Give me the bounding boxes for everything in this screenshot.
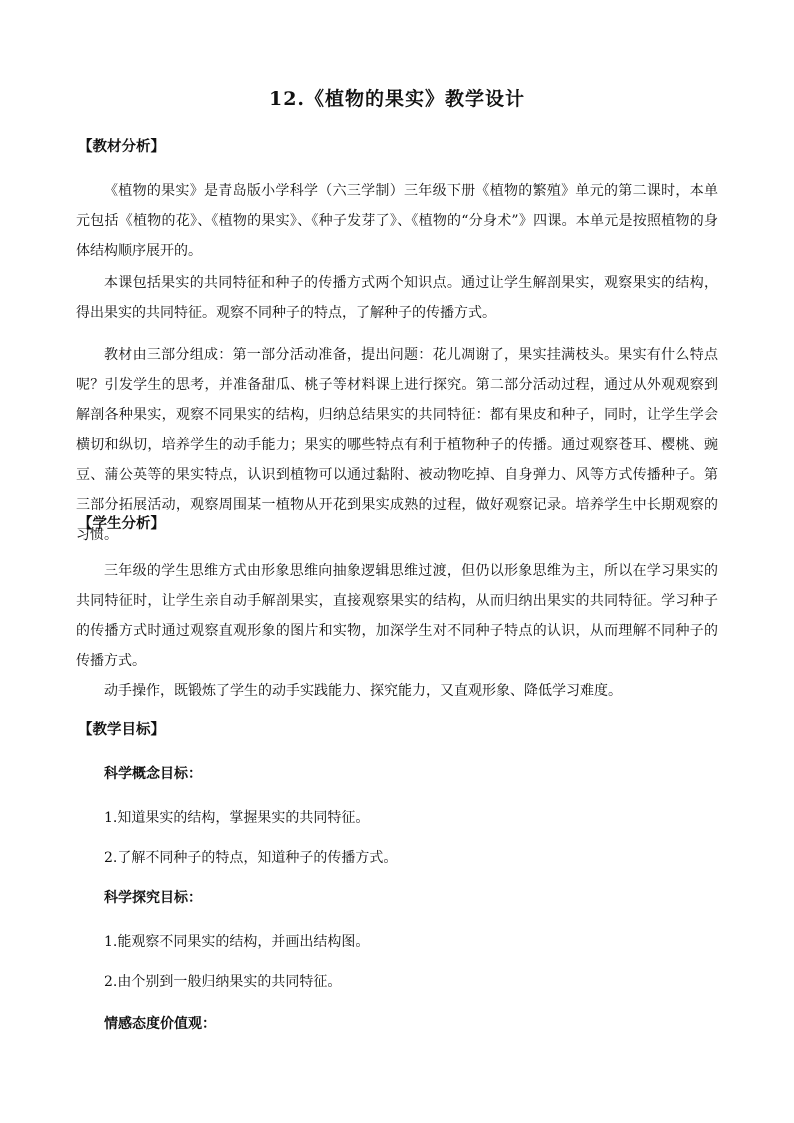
section-heading-material: 【教材分析】	[78, 138, 165, 155]
inquiry-goal-item: 1.能观察不同果实的结构，并画出结构图。	[104, 934, 370, 950]
section-heading-student: 【学生分析】	[78, 515, 165, 532]
document-title: 12.《植物的果实》教学设计	[268, 88, 526, 110]
student-paragraph-1: 三年级的学生思维方式由形象思维向抽象逻辑思维过渡，但仍以形象思维为主，所以在学习果实的共同特征时，让学生亲自动手解剖果实，直接观察果实的结构，从而归纳出果实的共同特征。学习种子的传播方式时通过观察直观形象的图片和实物，加深学生对不同种子特点的认识，从而理解不同种子的传播方式。	[76, 563, 718, 669]
student-paragraph-2: 动手操作，既锻炼了学生的动手实践能力、探究能力，又直观形象、降低学习难度。	[104, 683, 622, 699]
section-heading-goals: 【教学目标】	[78, 721, 165, 738]
inquiry-goals-heading: 科学探究目标：	[104, 890, 202, 906]
material-paragraph-1: 《植物的果实》是青岛版小学科学（六三学制）三年级下册《植物的繁殖》单元的第二课时，本单元包括《植物的花》、《植物的果实》、《种子发芽了》、《植物的“分身术”》四课。本单元是按照植物的身体结构顺序展开的。	[76, 183, 718, 259]
concept-goal-item: 1.知道果实的结构，掌握果实的共同特征。	[104, 810, 370, 826]
inquiry-goal-item: 2.由个别到一般归纳果实的共同特征。	[104, 974, 342, 990]
concept-goals-heading: 科学概念目标：	[104, 766, 202, 782]
attitude-goals-heading: 情感态度价值观：	[104, 1016, 216, 1032]
concept-goal-item: 2.了解不同种子的特点，知道种子的传播方式。	[104, 850, 398, 866]
material-paragraph-3: 教材由三部分组成：第一部分活动准备，提出问题：花儿凋谢了，果实挂满枝头。果实有什么特点呢？引发学生的思考，并准备甜瓜、桃子等材料课上进行探究。第二部分活动过程，通过从外观观察到解剖各种果实，观察不同果实的结构，归纳总结果实的共同特征：都有果皮和种子，同时，让学生学会横切和纵切，培养学生的动手能力；果实的哪些特点有利于植物种子的传播。通过观察苍耳、樱桃、豌豆、蒲公英等的果实特点，认识到植物可以通过黏附、被动物吃掉、自身弹力、风等方式传播种子。第三部分拓展活动，观察周围某一植物从开花到果实成熟的过程，做好观察记录。培养学生中长期观察的习惯。	[76, 347, 718, 543]
material-paragraph-2: 本课包括果实的共同特征和种子的传播方式两个知识点。通过让学生解剖果实，观察果实的结构，得出果实的共同特征。观察不同种子的特点，了解种子的传播方式。	[76, 275, 718, 321]
